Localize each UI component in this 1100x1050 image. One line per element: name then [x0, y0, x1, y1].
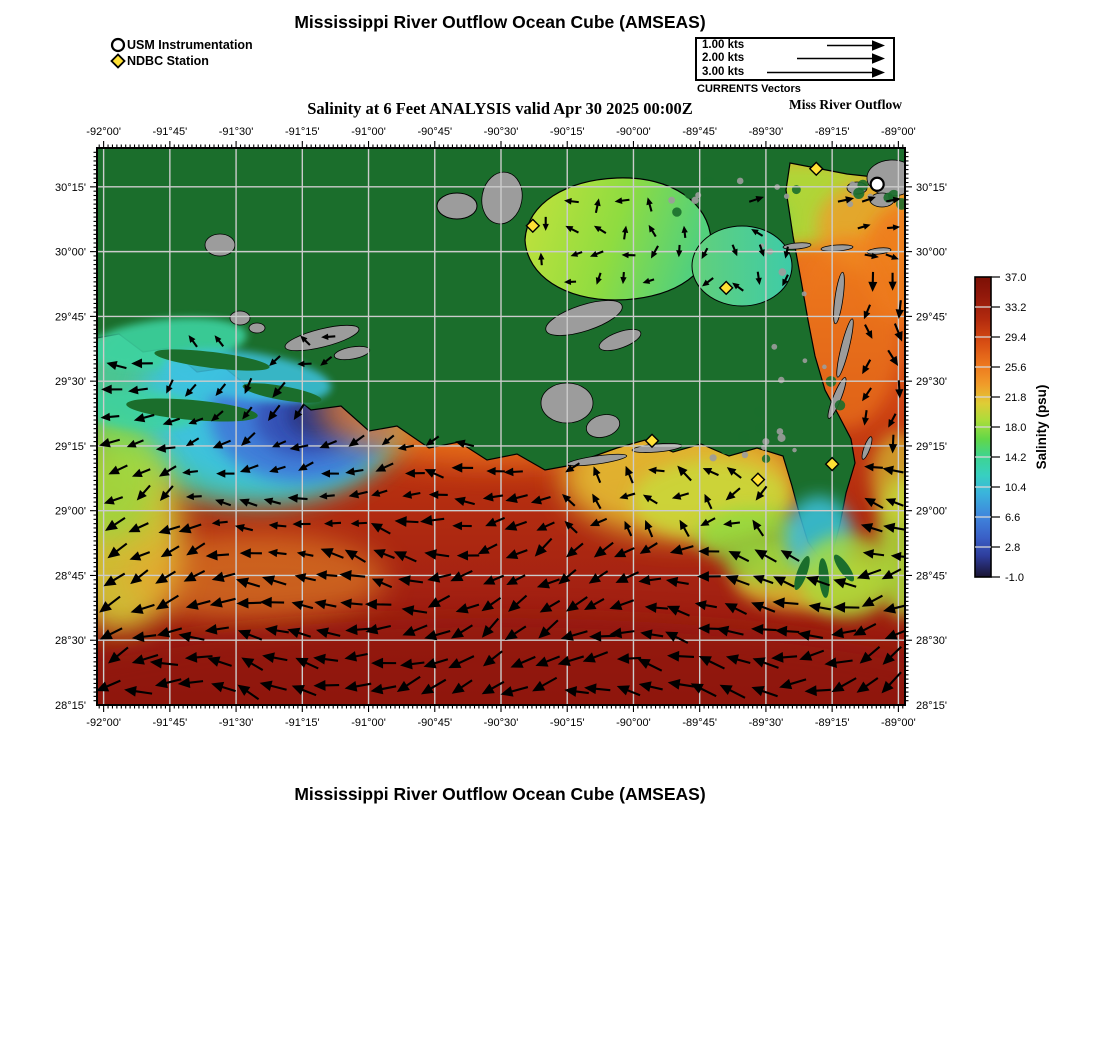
y-axis-tick-label-left: 30°00' — [55, 246, 86, 259]
colorbar-tick-label: 10.4 — [1005, 482, 1027, 494]
x-axis-tick-label-bottom: -90°15' — [549, 717, 585, 729]
y-axis-tick-label-right: 29°15' — [916, 440, 947, 453]
vector-legend-row — [697, 39, 893, 52]
colorbar-tick-label: -1.0 — [1005, 572, 1024, 584]
x-axis-tick-label-top: -90°45' — [417, 126, 453, 138]
y-axis-tick-label-right: 28°45' — [916, 570, 947, 583]
x-axis-tick-label-bottom: -92°00' — [86, 717, 121, 729]
colorbar-tick-label: 18.0 — [1005, 422, 1027, 434]
station-legend — [110, 37, 253, 69]
x-axis-tick-label-top: -90°00' — [616, 126, 651, 138]
x-axis-tick-label-top: -90°15' — [549, 126, 585, 138]
y-axis-tick-label-left: 28°15' — [55, 700, 86, 712]
x-axis-tick-label-top: -91°15' — [284, 126, 320, 138]
x-axis-tick-label-top: -90°30' — [483, 126, 519, 138]
y-axis-tick-label-left: 29°45' — [55, 311, 86, 324]
station-legend-row — [110, 53, 253, 69]
vector-arrow-icon — [697, 52, 893, 65]
y-axis-tick-label-right: 30°00' — [916, 246, 947, 259]
region-label: Miss River Outflow — [789, 97, 902, 112]
station-legend-label: NDBC Station — [127, 54, 209, 68]
colorbar-tick-label: 25.6 — [1005, 362, 1027, 374]
y-axis-tick-label-left: 29°30' — [55, 376, 86, 389]
x-axis-tick-label-bottom: -89°00' — [881, 717, 916, 729]
colorbar-axis-label: Salinity (psu) — [1034, 384, 1049, 470]
x-axis-tick-label-top: -89°45' — [682, 126, 718, 138]
vector-legend-row — [697, 52, 893, 65]
currents-vectors-caption: CURRENTS Vectors — [697, 83, 801, 95]
x-axis-tick-label-bottom: -91°00' — [351, 717, 386, 729]
x-axis-tick-label-top: -91°00' — [351, 126, 386, 138]
footer-title: Mississippi River Outflow Ocean Cube (AMSEAS) — [294, 784, 706, 804]
x-axis-tick-label-top: -89°15' — [814, 126, 850, 138]
station-legend-row — [110, 37, 253, 53]
colorbar-tick-label: 21.8 — [1005, 392, 1027, 404]
x-axis-tick-label-bottom: -91°45' — [152, 717, 188, 729]
x-axis-tick-label-top: -89°00' — [881, 126, 916, 138]
y-axis-tick-label-left: 28°45' — [55, 570, 86, 583]
y-axis-tick-label-left: 28°30' — [55, 635, 86, 648]
y-axis-tick-label-right: 28°15' — [916, 700, 947, 712]
colorbar-tick-label: 33.2 — [1005, 302, 1027, 314]
x-axis-tick-label-top: -92°00' — [86, 126, 121, 138]
x-axis-tick-label-bottom: -90°30' — [483, 717, 519, 729]
x-axis-tick-label-bottom: -90°00' — [616, 717, 651, 729]
y-axis-tick-label-left: 29°00' — [55, 505, 86, 518]
vector-arrow-icon — [697, 66, 893, 79]
colorbar — [975, 272, 1049, 584]
vector-legend-box — [695, 37, 895, 81]
page-title: Mississippi River Outflow Ocean Cube (AMSEAS) — [294, 12, 706, 32]
map-scene — [0, 143, 1017, 740]
y-axis-tick-label-right: 30°15' — [916, 181, 947, 194]
vector-legend-label: 2.00 kts — [702, 52, 745, 65]
x-axis-tick-label-bottom: -89°45' — [682, 717, 718, 729]
map-subtitle: Salinity at 6 Feet ANALYSIS valid Apr 30 2025 00:00Z — [307, 99, 693, 118]
x-axis-tick-label-top: -91°45' — [152, 126, 188, 138]
vector-legend-row — [697, 66, 893, 79]
colorbar-tick-label: 37.0 — [1005, 272, 1027, 284]
ndbc-diamond-icon — [110, 53, 127, 69]
y-axis-tick-label-left: 29°15' — [55, 440, 86, 453]
colorbar-tick-label: 29.4 — [1005, 332, 1027, 344]
colorbar-tick-label: 14.2 — [1005, 452, 1027, 464]
x-axis-tick-label-bottom: -89°15' — [814, 717, 850, 729]
x-axis-tick-label-bottom: -89°30' — [748, 717, 784, 729]
y-axis-tick-label-left: 30°15' — [55, 181, 86, 194]
vector-legend-label: 1.00 kts — [702, 39, 745, 51]
x-axis-tick-label-top: -91°30' — [218, 126, 254, 138]
colorbar-tick-label: 6.6 — [1005, 512, 1021, 524]
x-axis-tick-label-bottom: -91°15' — [284, 717, 320, 729]
salinity-map — [0, 120, 1100, 740]
vector-arrow-icon — [697, 39, 893, 52]
colorbar-tick-label: 2.8 — [1005, 542, 1021, 554]
y-axis-tick-label-right: 28°30' — [916, 635, 947, 648]
vector-legend-label: 3.00 kts — [702, 65, 745, 78]
y-axis-tick-label-right: 29°45' — [916, 311, 947, 324]
y-axis-tick-label-right: 29°30' — [916, 376, 947, 389]
x-axis-tick-label-bottom: -90°45' — [417, 717, 453, 729]
usm-circle-icon — [110, 37, 127, 53]
x-axis-tick-label-bottom: -91°30' — [218, 717, 254, 729]
usm-station-marker — [871, 178, 884, 191]
x-axis-tick-label-top: -89°30' — [748, 126, 784, 138]
y-axis-tick-label-right: 29°00' — [916, 505, 947, 518]
station-legend-label: USM Instrumentation — [127, 38, 253, 52]
